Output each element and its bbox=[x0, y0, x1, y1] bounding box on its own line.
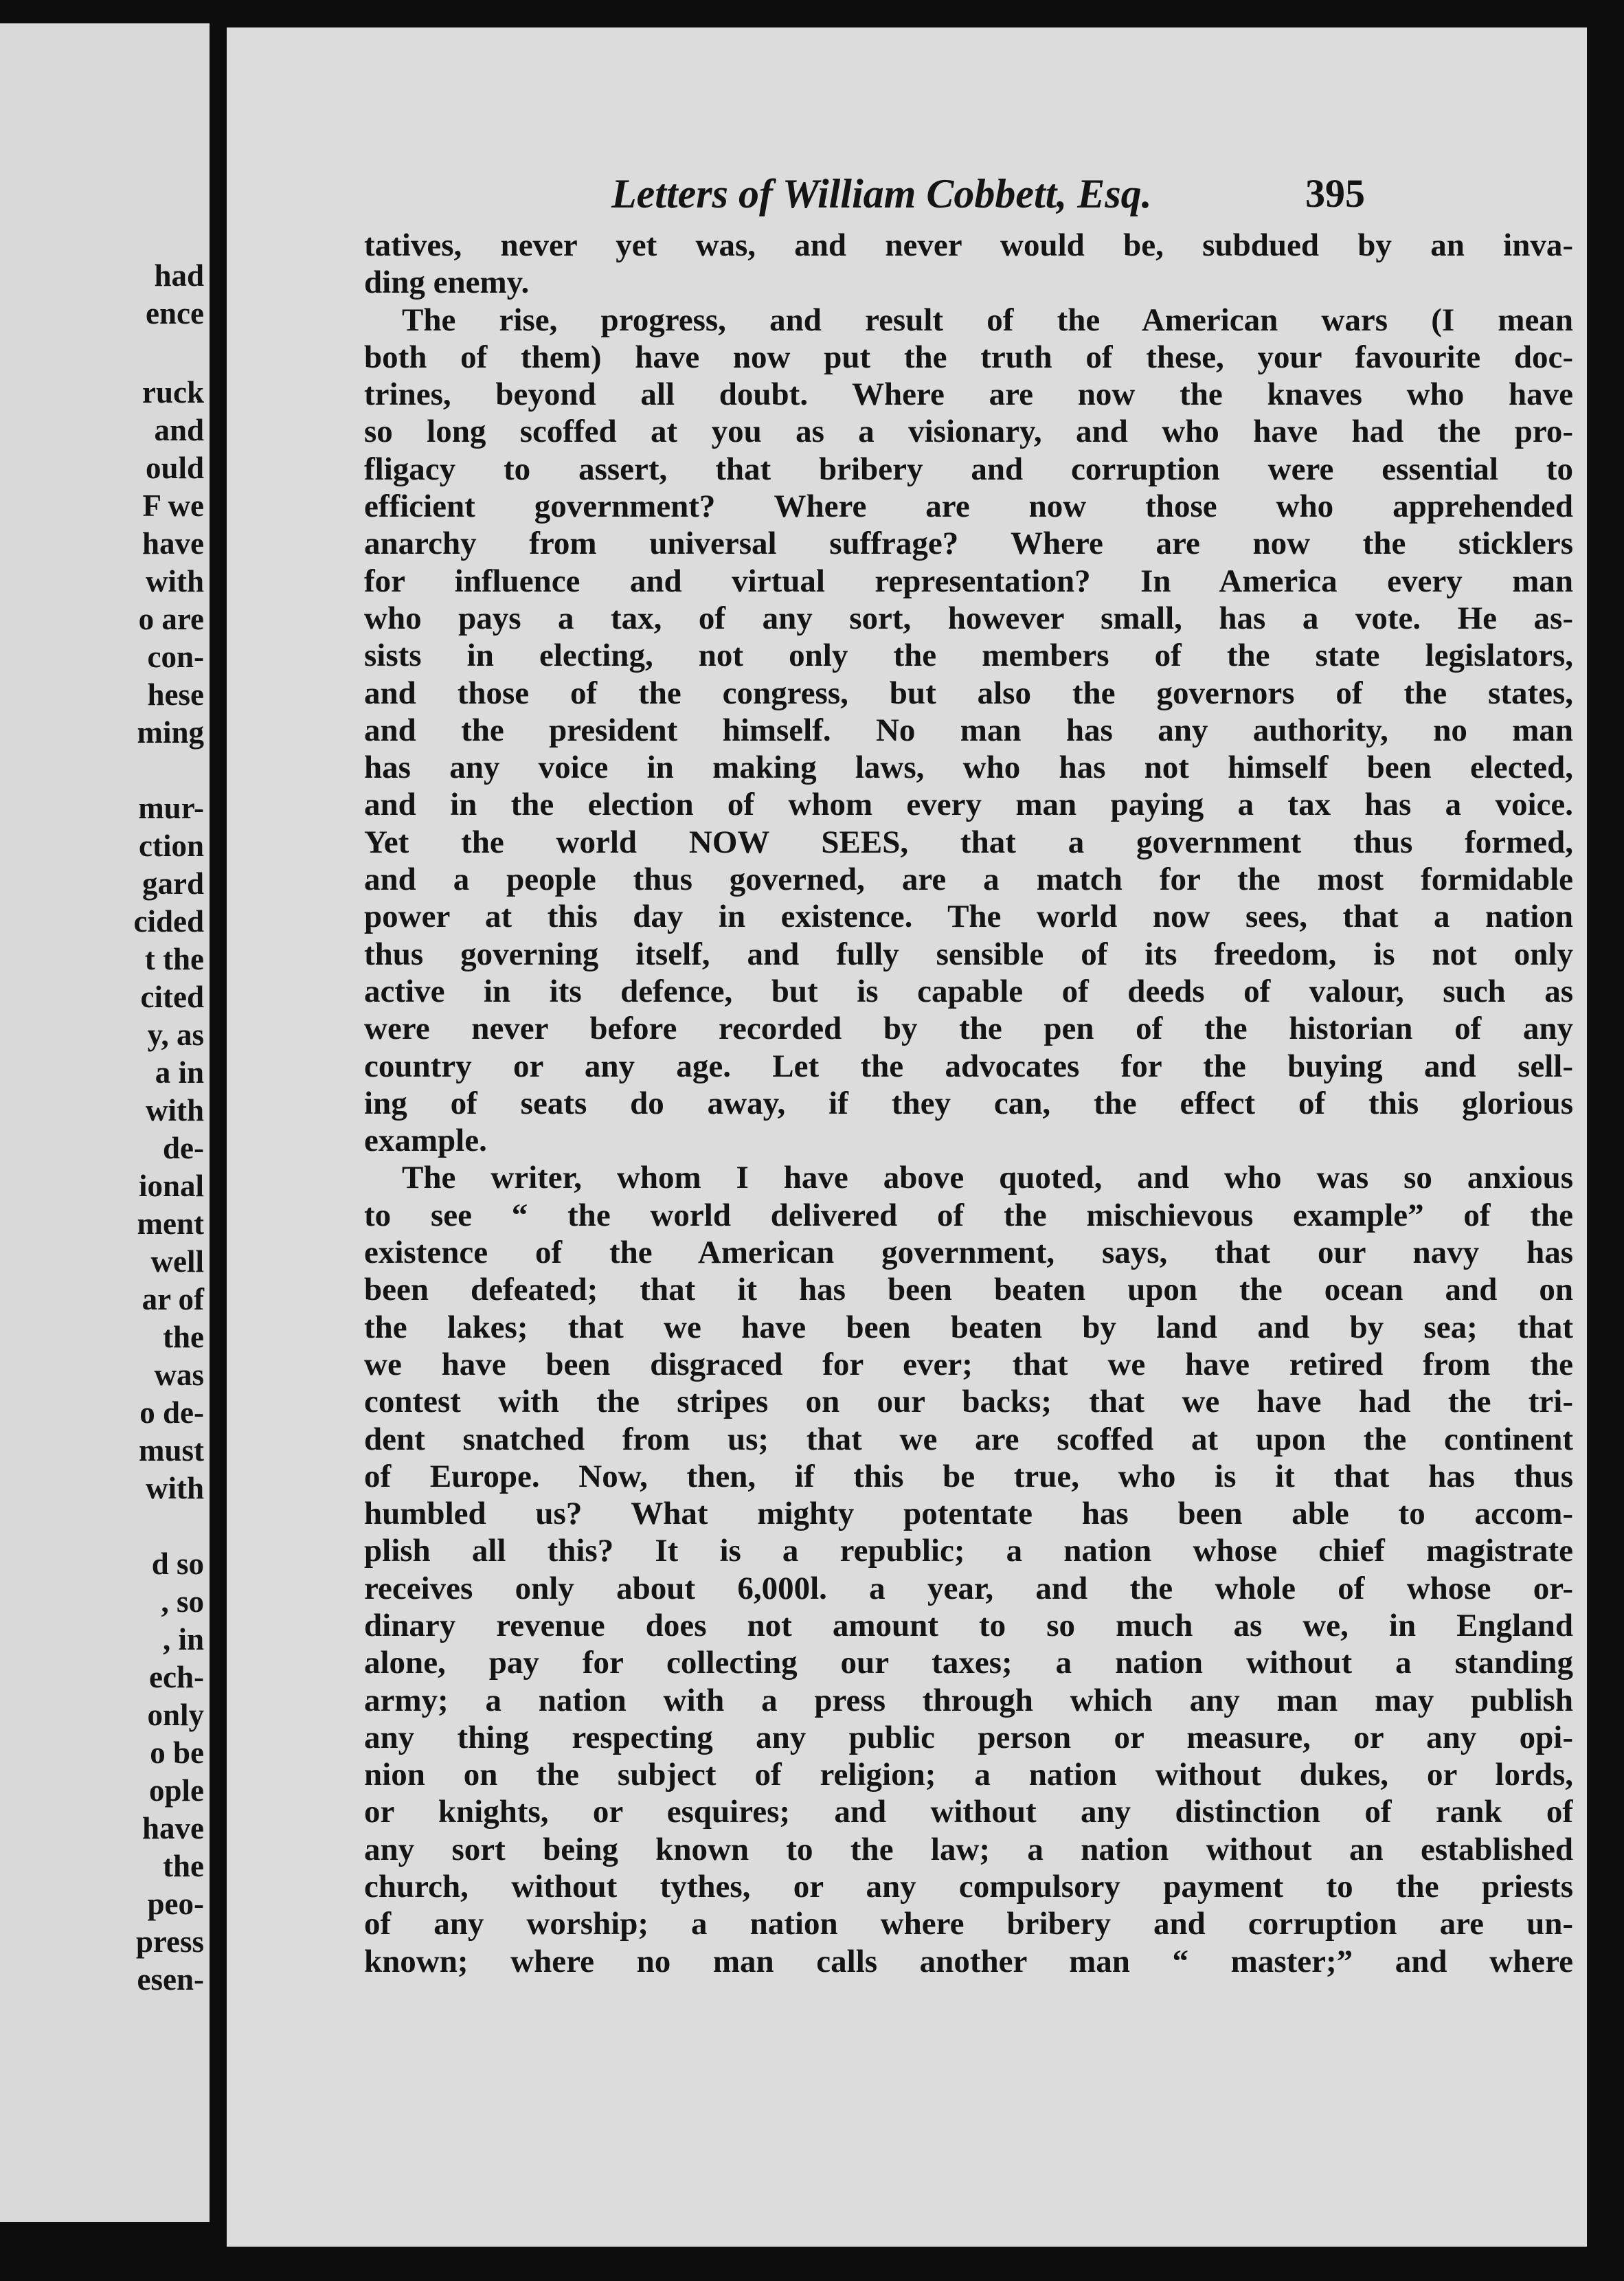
text-line: dent snatched from us; that we are scoffed at upon the continent bbox=[364, 1421, 1573, 1457]
text-line: humbled us? What mighty potentate has been able to accom- bbox=[364, 1496, 1573, 1532]
left-page-line: with bbox=[145, 564, 204, 598]
text-line: efficient government? Where are now those who apprehended bbox=[364, 488, 1573, 525]
text-line: receives only about 6,000l. a year, and the whole of whose or- bbox=[364, 1570, 1573, 1606]
left-page-line: have bbox=[142, 1811, 204, 1845]
text-line: and a people thus governed, are a match for the most formidable bbox=[364, 862, 1573, 898]
text-line: and the president himself. No man has any authority, no man bbox=[364, 712, 1573, 748]
text-line: The writer, whom I have above quoted, and who was so anxious bbox=[402, 1160, 1573, 1196]
text-line: nion on the subject of religion; a nation without dukes, or lords, bbox=[364, 1757, 1573, 1793]
left-page-line: ar of bbox=[142, 1282, 204, 1316]
left-page-line: o be bbox=[150, 1735, 204, 1770]
text-line: and in the election of whom every man paying a tax has a voice. bbox=[364, 787, 1573, 823]
body-text bbox=[364, 227, 1573, 1980]
left-page-line: t the bbox=[144, 942, 204, 976]
text-line: The rise, progress, and result of the American wars (I mean bbox=[402, 302, 1573, 338]
text-line: trines, beyond all doubt. Where are now the knaves who have bbox=[364, 377, 1573, 413]
left-page-line: and bbox=[154, 413, 204, 447]
text-line: and those of the congress, but also the governors of the states, bbox=[364, 675, 1573, 711]
left-page-line: ming bbox=[137, 715, 204, 750]
text-line: existence of the American government, says, that our navy has bbox=[364, 1235, 1573, 1271]
left-page-line: well bbox=[150, 1244, 204, 1279]
text-line: any thing respecting any public person or measure, or any opi- bbox=[364, 1719, 1573, 1755]
page-number: 395 bbox=[1305, 171, 1365, 216]
text-line: army; a nation with a press through which any man may publish bbox=[364, 1682, 1573, 1718]
text-line: ing of seats do away, if they can, the effect of this glorious bbox=[364, 1085, 1573, 1121]
left-page-line: was bbox=[154, 1358, 204, 1392]
left-page-line: must bbox=[138, 1433, 204, 1468]
text-line: to see “ the world delivered of the mischievous example” of the bbox=[364, 1197, 1573, 1233]
left-page-line: esen- bbox=[137, 1962, 204, 1997]
left-page-line: d so bbox=[151, 1547, 204, 1581]
left-page-line: ould bbox=[145, 451, 204, 485]
left-page-line: o de- bbox=[139, 1395, 204, 1430]
left-page-line: ment bbox=[137, 1206, 204, 1241]
running-title: Letters of William Cobbett, Esq. bbox=[611, 171, 1152, 216]
text-line: dinary revenue does not amount to so much as we, in England bbox=[364, 1607, 1573, 1643]
text-line: were never before recorded by the pen of the historian of any bbox=[364, 1011, 1573, 1047]
text-line: we have been disgraced for ever; that we have retired from the bbox=[364, 1346, 1573, 1382]
text-line: who pays a tax, of any sort, however small, has a vote. He as- bbox=[364, 600, 1573, 636]
left-page-line: gard bbox=[142, 866, 204, 901]
left-page-line: ruck bbox=[142, 375, 204, 409]
text-line: so long scoffed at you as a visionary, and who have had the pro- bbox=[364, 414, 1573, 450]
text-line: both of them) have now put the truth of these, your favourite doc- bbox=[364, 339, 1573, 375]
text-line: contest with the stripes on our backs; that we have had the tri- bbox=[364, 1384, 1573, 1420]
text-line: power at this day in existence. The world now sees, that a nation bbox=[364, 899, 1573, 935]
left-page-line: a in bbox=[155, 1055, 204, 1090]
text-line: alone, pay for collecting our taxes; a nation without a standing bbox=[364, 1645, 1573, 1681]
text-line: active in its defence, but is capable of deeds of valour, such as bbox=[364, 973, 1573, 1009]
text-line: of Europe. Now, then, if this be true, who is it that has thus bbox=[364, 1458, 1573, 1494]
left-page-line: ech- bbox=[149, 1660, 204, 1694]
left-page-line: o are bbox=[138, 602, 204, 636]
text-line: has any voice in making laws, who has not himself been elected, bbox=[364, 750, 1573, 786]
left-page-line: have bbox=[142, 526, 204, 561]
left-page-line: y, as bbox=[147, 1018, 204, 1052]
left-page-line: with bbox=[145, 1093, 204, 1127]
left-page-line: de- bbox=[163, 1131, 204, 1165]
left-page-line: , so bbox=[161, 1584, 204, 1619]
left-page-line: the bbox=[163, 1849, 204, 1883]
text-line: the lakes; that we have been beaten by land and by sea; that bbox=[364, 1309, 1573, 1345]
text-line: tatives, never yet was, and never would be, subdued by an inva- bbox=[364, 227, 1573, 263]
left-page-line: , in bbox=[162, 1622, 204, 1656]
text-line: country or any age. Let the advocates for the buying and sell- bbox=[364, 1048, 1573, 1084]
left-page-line: cited bbox=[140, 980, 204, 1014]
left-page-line: mur- bbox=[138, 791, 204, 825]
text-line: Yet the world NOW SEES, that a government thus formed, bbox=[364, 824, 1573, 860]
left-page-line: F we bbox=[142, 488, 204, 523]
text-line: or knights, or esquires; and without any distinction of rank of bbox=[364, 1794, 1573, 1830]
text-line: of any worship; a nation where bribery and corruption are un- bbox=[364, 1906, 1573, 1942]
text-line: for influence and virtual representation? In America every man bbox=[364, 563, 1573, 599]
text-line: example. bbox=[364, 1123, 487, 1159]
left-page-line: ction bbox=[139, 829, 204, 863]
text-line: known; where no man calls another man “ master;” and where bbox=[364, 1943, 1573, 1979]
text-line: thus governing itself, and fully sensible of its freedom, is not only bbox=[364, 936, 1573, 972]
page-header bbox=[227, 165, 1587, 220]
left-page-line: only bbox=[147, 1698, 204, 1732]
right-page bbox=[227, 27, 1587, 2247]
left-page-line: ence bbox=[146, 296, 204, 330]
text-line: any sort being known to the law; a nation without an established bbox=[364, 1831, 1573, 1867]
left-page-line: peo- bbox=[147, 1887, 204, 1921]
left-page-line: hese bbox=[147, 677, 204, 712]
left-page-line: cided bbox=[133, 904, 204, 939]
text-line: ding enemy. bbox=[364, 265, 530, 301]
text-line: sists in electing, not only the members of the state legislators, bbox=[364, 638, 1573, 674]
text-line: fligacy to assert, that bribery and corruption were essential to bbox=[364, 451, 1573, 487]
left-page-line: the bbox=[163, 1320, 204, 1354]
text-line: plish all this? It is a republic; a nation whose chief magistrate bbox=[364, 1533, 1573, 1569]
left-page-line: press bbox=[135, 1924, 204, 1959]
left-page-line: ople bbox=[148, 1773, 204, 1808]
text-line: anarchy from universal suffrage? Where are now the sticklers bbox=[364, 526, 1573, 562]
left-page-line: with bbox=[145, 1471, 204, 1505]
left-page-fragment bbox=[0, 23, 210, 2222]
left-page-line: con- bbox=[147, 640, 204, 674]
left-page-line: had bbox=[154, 258, 204, 293]
text-line: church, without tythes, or any compulsory payment to the priests bbox=[364, 1869, 1573, 1905]
text-line: been defeated; that it has been beaten upon the ocean and on bbox=[364, 1272, 1573, 1308]
left-page-line: ional bbox=[138, 1169, 204, 1203]
